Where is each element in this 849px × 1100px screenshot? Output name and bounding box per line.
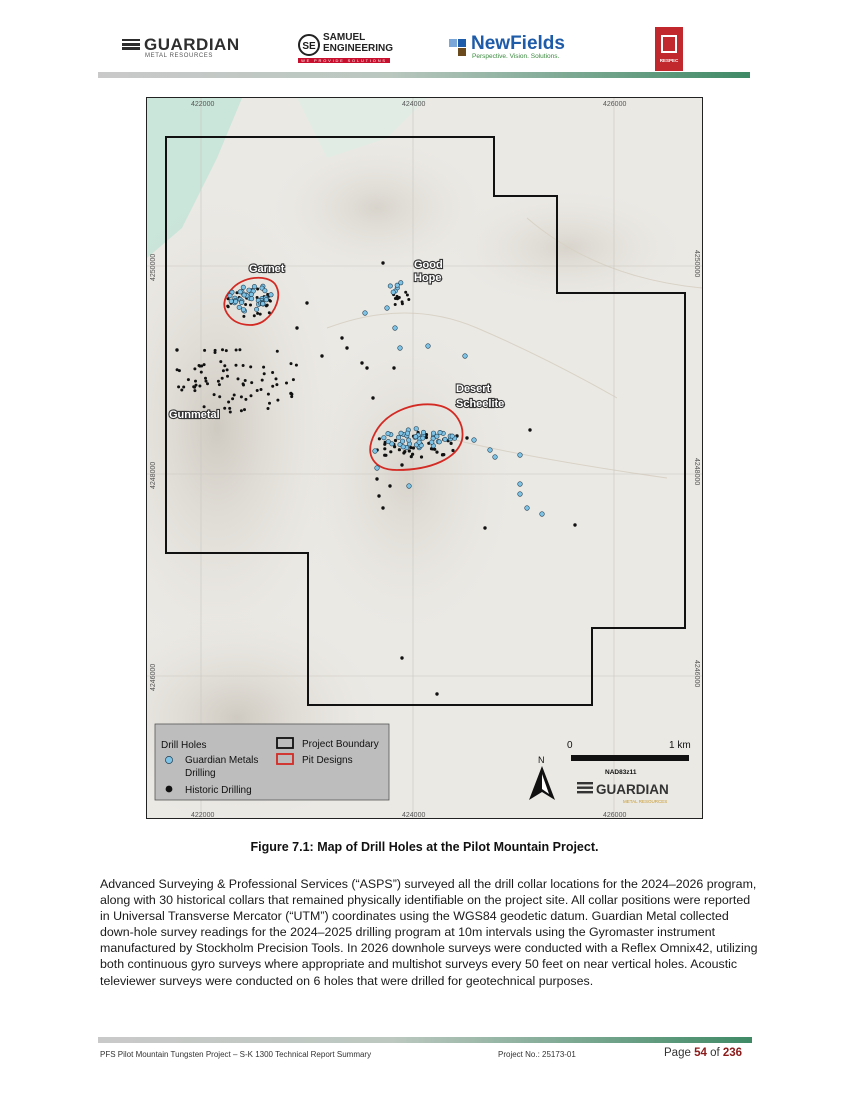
historic-drill-point (256, 389, 259, 392)
historic-drill-point (267, 407, 270, 410)
guardian-drill-point (241, 285, 245, 289)
guardian-drill-point (238, 290, 242, 294)
legend-guardian-symbol (165, 756, 172, 763)
historic-drill-point (383, 447, 386, 450)
historic-drill-point (290, 395, 293, 398)
grid-label-top: 426000 (603, 101, 627, 108)
historic-drill-point (276, 399, 279, 402)
historic-drill-point (450, 442, 453, 445)
historic-drill-point (238, 348, 241, 351)
historic-drill-point (409, 446, 412, 449)
historic-drill-point (206, 382, 209, 385)
historic-drill-point (290, 362, 293, 365)
map-guardian-logo-tagline: METAL RESOURCES (623, 799, 668, 804)
newfields-square-icon (458, 48, 466, 56)
label-good-hope-2: Hope (414, 272, 442, 284)
historic-drill-point (227, 401, 230, 404)
historic-drill-point (226, 375, 229, 378)
guardian-drill-point (414, 435, 418, 439)
historic-drill-point (377, 494, 380, 497)
historic-drill-point (176, 368, 179, 371)
historic-drill-point (229, 411, 232, 414)
historic-drill-point (198, 364, 201, 367)
historic-drill-point (203, 405, 206, 408)
historic-drill-point (242, 382, 245, 385)
historic-drill-point (400, 463, 403, 466)
historic-drill-point (256, 312, 259, 315)
historic-drill-point (223, 364, 226, 367)
historic-drill-point (406, 294, 409, 297)
historic-drill-point (218, 395, 221, 398)
historic-drill-point (194, 380, 197, 383)
footer-page-current: 54 (694, 1047, 707, 1059)
footer-report-title: PFS Pilot Mountain Tungsten Project – S-K 1300 Technical Report Summary (100, 1050, 372, 1059)
historic-drill-point (275, 383, 278, 386)
grid-label-bottom: 424000 (402, 812, 426, 819)
legend-historic-symbol (166, 786, 173, 793)
historic-drill-point (218, 383, 221, 386)
historic-drill-point (290, 392, 293, 395)
legend-guardian-line1: Guardian Metals (185, 755, 259, 766)
historic-drill-point (261, 379, 264, 382)
historic-drill-point (222, 369, 225, 372)
guardian-drill-point (435, 434, 439, 438)
historic-drill-point (381, 261, 384, 264)
respec-logo-name: RESPEC (659, 58, 679, 63)
historic-drill-point (244, 379, 247, 382)
newfields-square-icon (449, 39, 457, 47)
guardian-drill-point (252, 284, 256, 288)
newfields-logo-tagline: Perspective. Vision. Solutions. (472, 53, 560, 60)
historic-drill-point (267, 393, 270, 396)
samuel-tagline: WE PROVIDE SOLUTIONS (298, 58, 390, 63)
grid-label-right: 4246000 (693, 660, 700, 688)
historic-drill-point (175, 348, 178, 351)
label-desert-scheelite-2: Scheelite (456, 398, 505, 410)
historic-drill-point (231, 397, 234, 400)
guardian-drill-point (463, 354, 468, 359)
historic-drill-point (397, 297, 400, 300)
newfields-square-icon (458, 39, 466, 47)
footer-page-word: Page (664, 1047, 691, 1059)
guardian-drill-point (373, 449, 378, 454)
historic-drill-point (340, 336, 343, 339)
historic-drill-point (250, 381, 253, 384)
historic-drill-point (483, 526, 486, 529)
historic-drill-point (400, 656, 403, 659)
historic-drill-point (203, 363, 206, 366)
historic-drill-point (187, 378, 190, 381)
historic-drill-point (404, 291, 407, 294)
historic-drill-point (465, 436, 468, 439)
guardian-drill-point (472, 438, 477, 443)
grid-label-left: 4250000 (150, 253, 157, 281)
historic-drill-point (226, 368, 229, 371)
label-desert-scheelite-1: Desert (456, 383, 491, 395)
historic-drill-point (435, 692, 438, 695)
historic-drill-point (345, 346, 348, 349)
historic-drill-point (271, 371, 274, 374)
guardian-drill-point (269, 293, 273, 297)
guardian-drill-point (405, 431, 409, 435)
historic-drill-point (217, 380, 220, 383)
guardian-drill-point (229, 299, 233, 303)
guardian-drill-point (421, 430, 425, 434)
historic-drill-point (213, 393, 216, 396)
historic-drill-point (250, 394, 253, 397)
page-header (0, 0, 849, 80)
samuel-monogram: SE (298, 34, 320, 56)
guardian-drill-point (264, 298, 268, 302)
historic-drill-point (401, 302, 404, 305)
respec-mark-icon (661, 35, 677, 53)
figure-caption: Figure 7.1: Map of Drill Holes at the Pilot Mountain Project. (250, 840, 599, 854)
guardian-drill-point (450, 434, 454, 438)
guardian-drill-point (254, 307, 258, 311)
label-good-hope-1: Good (414, 259, 443, 271)
north-label: N (538, 755, 545, 765)
historic-drill-point (205, 380, 208, 383)
guardian-drill-point (261, 302, 265, 306)
historic-drill-point (249, 304, 252, 307)
historic-drill-point (375, 477, 378, 480)
historic-drill-point (256, 288, 259, 291)
grid-label-top: 422000 (191, 101, 215, 108)
newfields-logo-name: NewFields (471, 33, 565, 54)
scale-datum: NAD83z11 (605, 769, 637, 776)
historic-drill-point (203, 349, 206, 352)
historic-drill-point (221, 348, 224, 351)
legend-pit-label: Pit Designs (302, 755, 353, 766)
historic-drill-point (259, 313, 262, 316)
historic-drill-point (394, 439, 397, 442)
historic-drill-point (242, 315, 245, 318)
guardian-drill-point (518, 453, 523, 458)
guardian-drill-point (414, 427, 418, 431)
guardian-drill-point (241, 308, 245, 312)
grid-label-left: 4246000 (150, 663, 157, 691)
historic-drill-point (263, 372, 266, 375)
historic-drill-point (384, 454, 387, 457)
historic-drill-point (410, 455, 413, 458)
guardian-drill-point (263, 289, 267, 293)
guardian-drill-point (390, 442, 394, 446)
historic-drill-point (240, 395, 243, 398)
footer-page-number (664, 1047, 742, 1059)
guardian-drill-point (393, 326, 398, 331)
historic-drill-point (182, 386, 185, 389)
historic-drill-point (268, 402, 271, 405)
scale-end: 1 km (669, 740, 691, 751)
footer-project-number: Project No.: 25173-01 (498, 1050, 576, 1059)
historic-drill-point (198, 385, 201, 388)
map-legend (155, 724, 389, 800)
historic-drill-point (244, 303, 247, 306)
grid-label-right: 4250000 (693, 250, 700, 278)
historic-drill-point (378, 437, 381, 440)
body-paragraph: Advanced Surveying & Professional Services (“ASPS”) surveyed all the drill collar locations for the 2024–2026 program, along with 30 historical collars that remained physically identifiable on the project site. All collar positions were reported in Universal Transverse Mercator (“UTM”) coordinates using the WGS84 geodetic datum. Guardian Metal collected down-hole survey readings for the 2024–2025 drilling program at 10m intervals using the Gyromaster instrument manufactured by Stockholm Precision Tools. In 2026 downhole surveys were conducted with a Reflex Omnix42, utilizing both continuous gyro surveys where appropriate and multishot surveys every 50 feet on near vertical holes. Acoustic televiewer surveys were conducted on 6 holes that were drilled for geotechnical purposes. (100, 877, 758, 988)
historic-drill-point (195, 384, 198, 387)
historic-drill-point (233, 394, 236, 397)
scale-bar-rect (571, 755, 689, 761)
historic-drill-point (394, 303, 397, 306)
guardian-drill-point (417, 440, 421, 444)
historic-drill-point (388, 484, 391, 487)
samuel-engineering-logo (298, 32, 394, 63)
historic-drill-point (200, 371, 203, 374)
historic-drill-point (243, 408, 246, 411)
guardian-drill-point (363, 311, 368, 316)
historic-drill-point (219, 360, 222, 363)
historic-drill-point (389, 450, 392, 453)
historic-drill-point (371, 396, 374, 399)
historic-drill-point (295, 364, 298, 367)
historic-drill-point (441, 453, 444, 456)
terrain-shade (297, 318, 517, 638)
grid-label-top: 424000 (402, 101, 426, 108)
historic-drill-point (193, 367, 196, 370)
guardian-drill-point (239, 300, 243, 304)
guardian-drill-point (400, 439, 404, 443)
historic-drill-point (573, 523, 576, 526)
header-rule (98, 72, 750, 78)
historic-drill-point (221, 377, 224, 380)
guardian-drill-point (242, 293, 246, 297)
guardian-drill-point (391, 290, 395, 294)
historic-drill-point (435, 451, 438, 454)
historic-drill-point (226, 305, 229, 308)
terrain-shade (447, 188, 687, 308)
guardian-drill-point (421, 436, 425, 440)
legend-boundary-label: Project Boundary (302, 739, 379, 750)
grid-label-right: 4248000 (693, 458, 700, 486)
guardian-drill-point (407, 484, 412, 489)
guardian-drill-point (396, 435, 400, 439)
map-canvas (147, 98, 703, 819)
historic-drill-point (225, 349, 228, 352)
historic-drill-point (365, 366, 368, 369)
guardian-drill-point (247, 288, 251, 292)
historic-drill-point (320, 354, 323, 357)
historic-drill-point (223, 407, 226, 410)
historic-drill-point (305, 301, 308, 304)
historic-drill-point (268, 311, 271, 314)
legend-historic-label: Historic Drilling (185, 785, 252, 796)
historic-drill-point (381, 506, 384, 509)
historic-drill-point (292, 378, 295, 381)
guardian-drill-point (237, 305, 241, 309)
historic-drill-point (360, 361, 363, 364)
historic-drill-point (383, 443, 386, 446)
grid-label-bottom: 426000 (603, 812, 627, 819)
legend-drill-holes-title: Drill Holes (161, 740, 207, 751)
guardian-logo-tagline: METAL RESOURCES (145, 53, 214, 59)
guardian-drill-point (518, 482, 523, 487)
guardian-drill-point (398, 346, 403, 351)
guardian-logo-name: GUARDIAN (144, 35, 240, 54)
historic-drill-point (392, 366, 395, 369)
grid-label-bottom: 422000 (191, 812, 215, 819)
scale-zero: 0 (567, 740, 573, 751)
historic-drill-point (420, 455, 423, 458)
guardian-drill-point (426, 344, 431, 349)
historic-drill-point (235, 364, 238, 367)
guardian-drill-point (399, 431, 403, 435)
footer-rule (98, 1037, 752, 1043)
guardian-drill-point (249, 297, 253, 301)
samuel-line2: ENGINEERING (323, 43, 394, 54)
guardian-drill-point (386, 431, 390, 435)
guardian-drill-point (395, 283, 399, 287)
guardian-drill-point (443, 437, 447, 441)
historic-drill-point (262, 366, 265, 369)
guardian-drill-point (540, 512, 545, 517)
guardian-drill-point (375, 466, 380, 471)
historic-drill-point (193, 389, 196, 392)
footer-page-total: 236 (722, 1047, 743, 1059)
samuel-line1: SAMUEL (323, 32, 366, 43)
drill-hole-map (146, 97, 703, 819)
historic-drill-point (528, 428, 531, 431)
historic-drill-point (295, 326, 298, 329)
guardian-drill-point (407, 438, 411, 442)
legend-guardian-line2: Drilling (185, 768, 216, 779)
historic-drill-point (451, 449, 454, 452)
respec-logo (655, 27, 683, 71)
historic-drill-point (260, 388, 263, 391)
guardian-drill-point (430, 440, 434, 444)
historic-drill-point (177, 385, 180, 388)
guardian-drill-point (234, 299, 238, 303)
historic-drill-point (285, 382, 288, 385)
guardian-drill-point (488, 448, 493, 453)
guardian-drill-point (401, 445, 405, 449)
historic-drill-point (237, 377, 240, 380)
historic-drill-point (398, 448, 401, 451)
historic-drill-point (275, 377, 278, 380)
guardian-drill-point (493, 455, 498, 460)
label-gunmetal: Gunmetal (169, 409, 220, 421)
historic-drill-point (240, 409, 243, 412)
guardian-drill-point (437, 440, 441, 444)
historic-drill-point (276, 350, 279, 353)
historic-drill-point (253, 314, 256, 317)
guardian-drill-point (388, 284, 392, 288)
map-guardian-logo-name: GUARDIAN (596, 782, 669, 797)
label-garnet: Garnet (249, 263, 285, 275)
guardian-drill-point (382, 436, 386, 440)
guardian-mark-icon (122, 39, 140, 50)
historic-drill-point (271, 385, 274, 388)
historic-drill-point (266, 304, 269, 307)
footer-of-word: of (710, 1047, 720, 1059)
historic-drill-point (180, 389, 183, 392)
historic-drill-point (402, 451, 405, 454)
guardian-drill-point (518, 492, 523, 497)
guardian-drill-point (525, 506, 530, 511)
guardian-drill-point (438, 430, 442, 434)
guardian-drill-point (249, 292, 253, 296)
historic-drill-point (242, 364, 245, 367)
historic-drill-point (244, 398, 247, 401)
historic-drill-point (408, 449, 411, 452)
historic-drill-point (204, 377, 207, 380)
historic-drill-point (228, 407, 231, 410)
guardian-drill-point (385, 306, 390, 311)
historic-drill-point (235, 349, 238, 352)
grid-label-left: 4248000 (150, 461, 157, 489)
guardian-drill-point (228, 293, 232, 297)
historic-drill-point (214, 349, 217, 352)
historic-drill-point (249, 365, 252, 368)
historic-drill-point (407, 298, 410, 301)
